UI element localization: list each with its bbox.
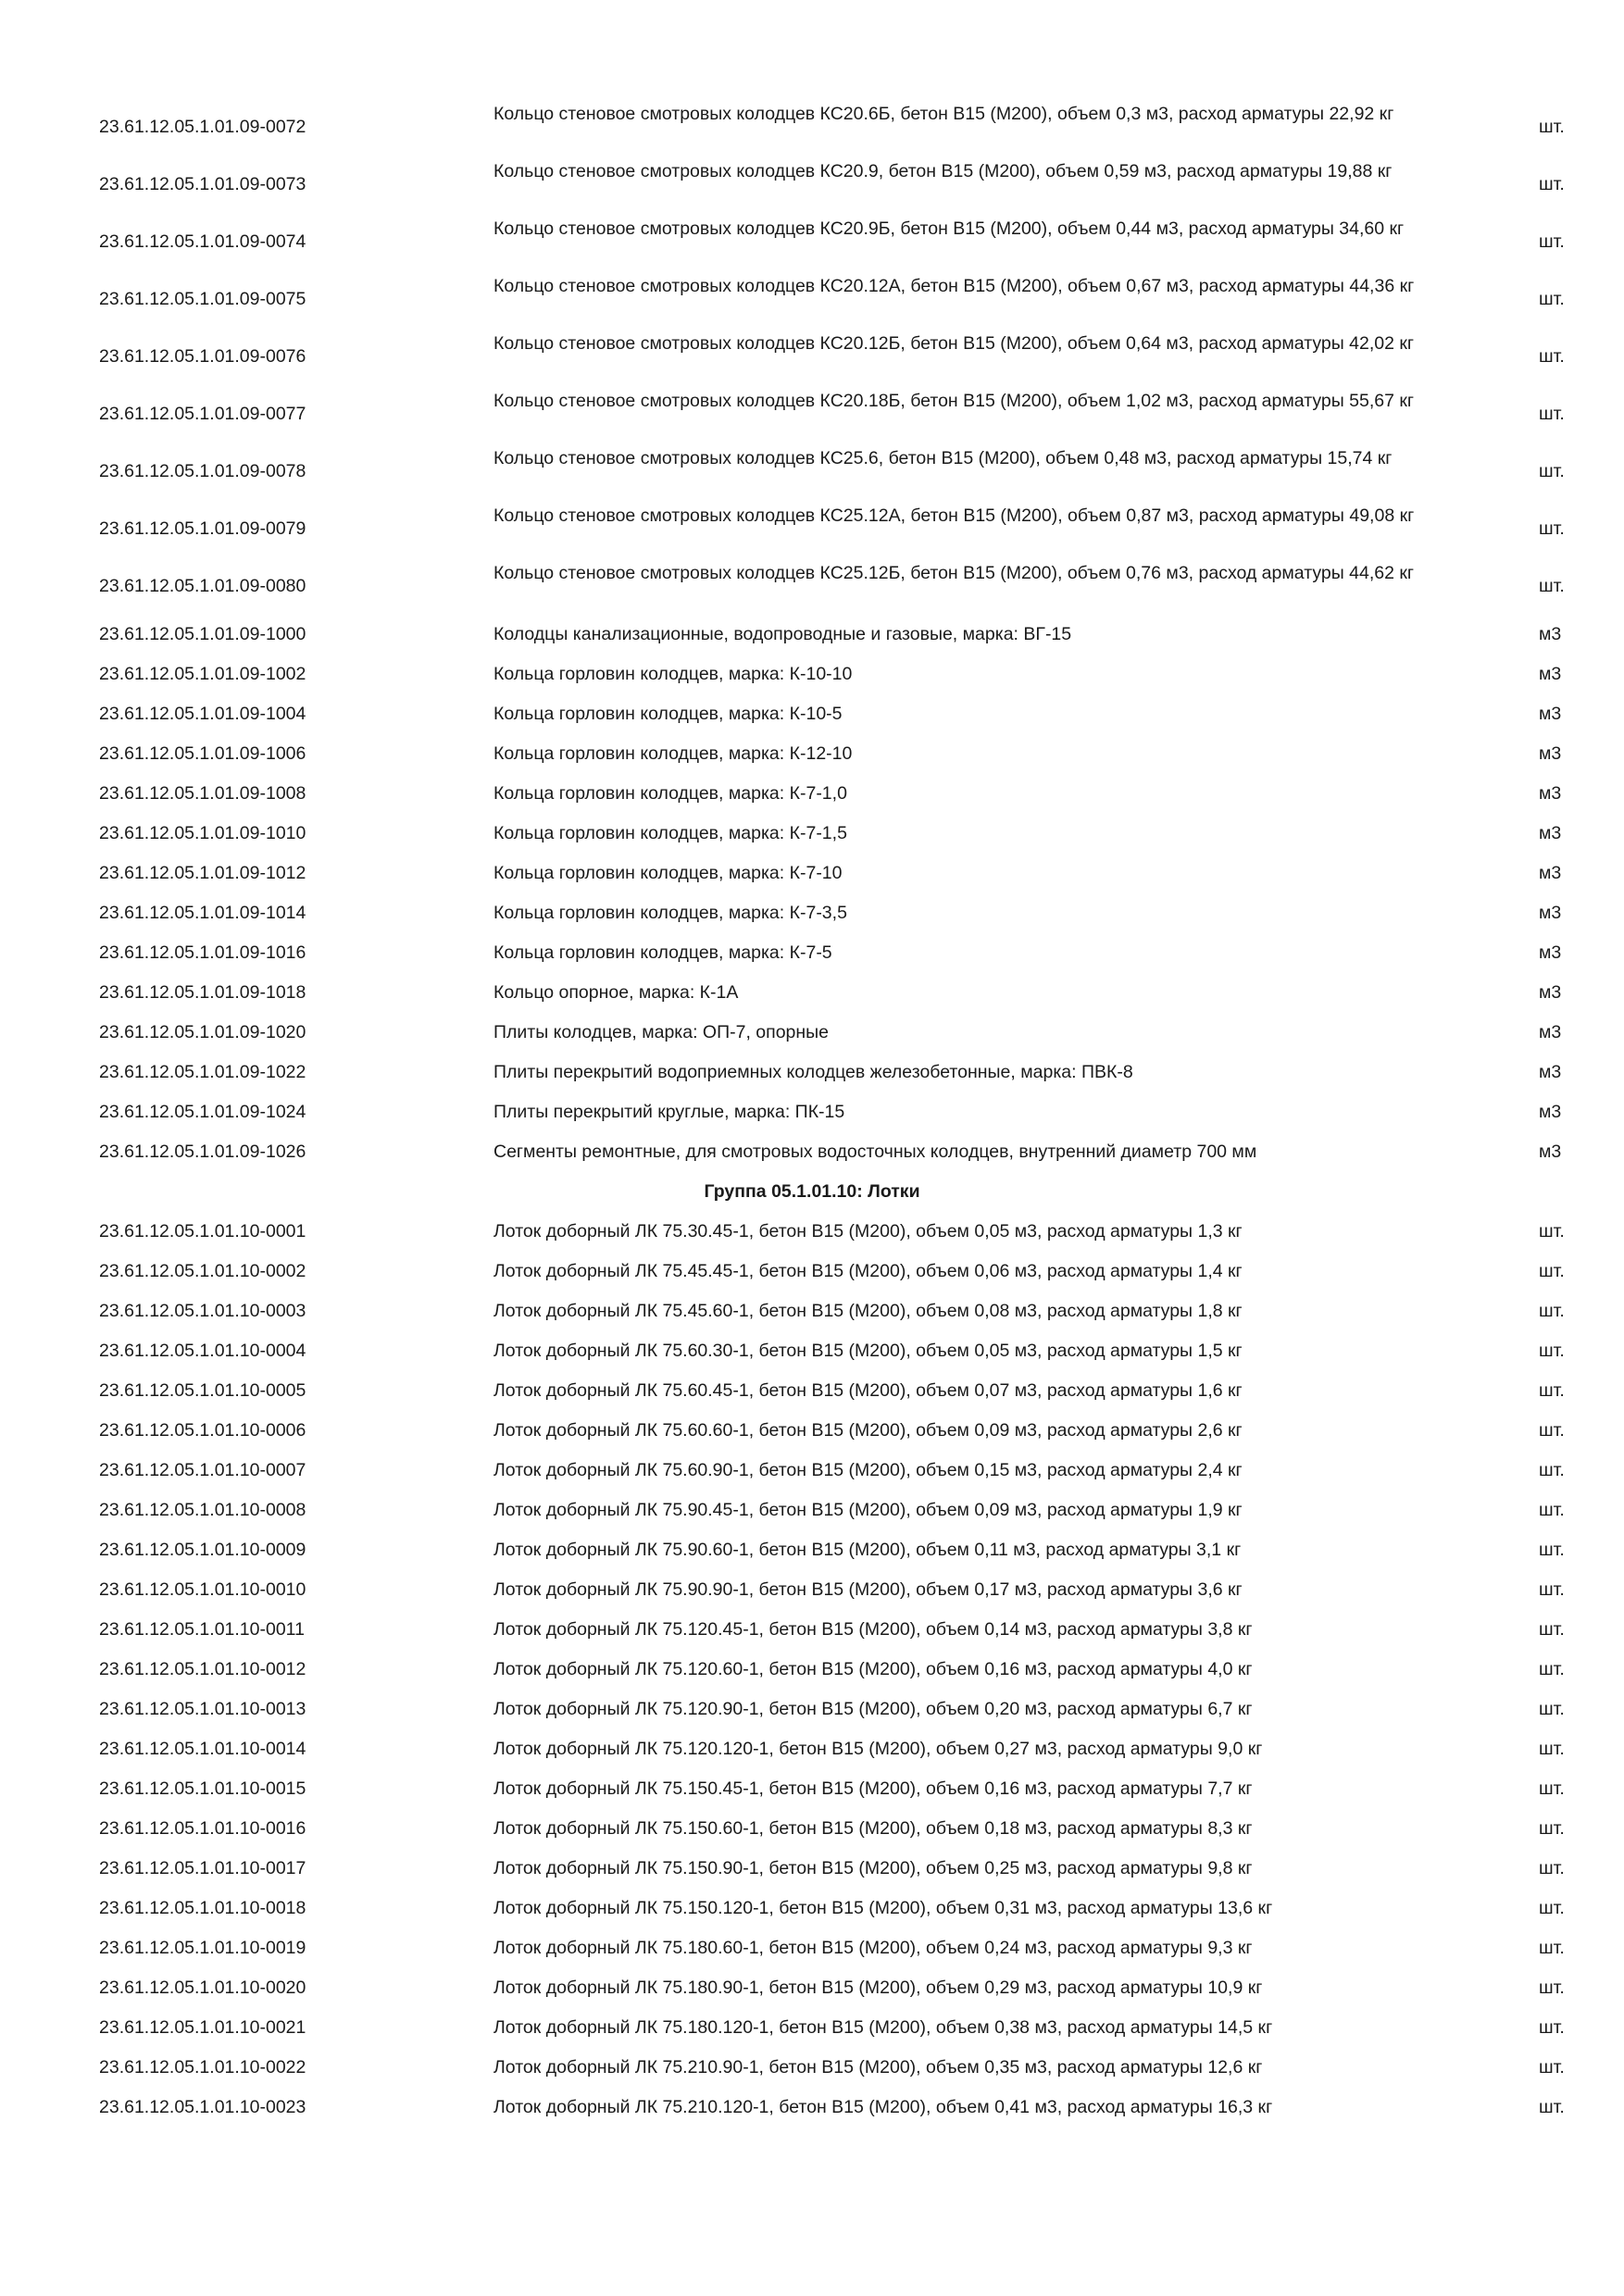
resource-name: Лоток доборный ЛК 75.30.45-1, бетон В15 (М200), объем 0,05 м3, расход арматуры 1,3 кг bbox=[493, 1221, 1243, 1242]
unit-of-measure: шт. bbox=[1539, 2097, 1565, 2117]
unit-of-measure: шт. bbox=[1539, 1659, 1565, 1679]
resource-name: Лоток доборный ЛК 75.120.90-1, бетон В15 (М200), объем 0,20 м3, расход арматуры 6,7 кг bbox=[493, 1699, 1253, 1719]
table-row bbox=[0, 615, 1624, 655]
table-row bbox=[0, 893, 1624, 933]
unit-of-measure: шт. bbox=[1539, 2017, 1565, 2038]
unit-of-measure: шт. bbox=[1539, 404, 1565, 424]
resource-name: Лоток доборный ЛК 75.120.60-1, бетон В15 (М200), объем 0,16 м3, расход арматуры 4,0 кг bbox=[493, 1659, 1253, 1679]
resource-name: Кольца горловин колодцев, марка: К-7-1,5 bbox=[493, 823, 847, 843]
table-row bbox=[0, 1331, 1624, 1371]
resource-name: Лоток доборный ЛК 75.150.90-1, бетон В15 (М200), объем 0,25 м3, расход арматуры 9,8 кг bbox=[493, 1858, 1253, 1878]
resource-code: 23.61.12.05.1.01.10-0021 bbox=[99, 2017, 306, 2038]
resource-code: 23.61.12.05.1.01.10-0019 bbox=[99, 1938, 306, 1958]
unit-of-measure: шт. bbox=[1539, 1380, 1565, 1401]
table-row bbox=[0, 98, 1624, 156]
resource-name: Плиты перекрытий круглые, марка: ПК-15 bbox=[493, 1102, 845, 1122]
resource-code: 23.61.12.05.1.01.09-1000 bbox=[99, 624, 306, 644]
resource-code: 23.61.12.05.1.01.09-1010 bbox=[99, 823, 306, 843]
table-row bbox=[0, 1570, 1624, 1610]
resource-name: Лоток доборный ЛК 75.90.90-1, бетон В15 (М200), объем 0,17 м3, расход арматуры 3,6 кг bbox=[493, 1579, 1243, 1600]
resource-name: Колодцы канализационные, водопроводные и газовые, марка: ВГ-15 bbox=[493, 624, 1072, 644]
unit-of-measure: м3 bbox=[1539, 704, 1562, 724]
resource-code: 23.61.12.05.1.01.09-1026 bbox=[99, 1142, 306, 1162]
resource-name: Лоток доборный ЛК 75.90.45-1, бетон В15 (М200), объем 0,09 м3, расход арматуры 1,9 кг bbox=[493, 1500, 1243, 1520]
unit-of-measure: шт. bbox=[1539, 1699, 1565, 1719]
table-row bbox=[0, 1092, 1624, 1132]
price-table bbox=[0, 98, 1624, 2128]
resource-name: Лоток доборный ЛК 75.150.45-1, бетон В15 (М200), объем 0,16 м3, расход арматуры 7,7 кг bbox=[493, 1778, 1253, 1799]
table-row bbox=[0, 1013, 1624, 1053]
resource-code: 23.61.12.05.1.01.09-1004 bbox=[99, 704, 306, 724]
unit-of-measure: шт. bbox=[1539, 1619, 1565, 1640]
resource-code: 23.61.12.05.1.01.09-0077 bbox=[99, 404, 306, 424]
table-row bbox=[0, 1371, 1624, 1411]
resource-code: 23.61.12.05.1.01.10-0005 bbox=[99, 1380, 306, 1401]
resource-code: 23.61.12.05.1.01.10-0012 bbox=[99, 1659, 306, 1679]
resource-code: 23.61.12.05.1.01.10-0020 bbox=[99, 1978, 306, 1998]
resource-code: 23.61.12.05.1.01.10-0002 bbox=[99, 1261, 306, 1281]
unit-of-measure: м3 bbox=[1539, 1102, 1562, 1122]
table-row bbox=[0, 774, 1624, 814]
table-row bbox=[0, 1132, 1624, 1172]
table-row bbox=[0, 1928, 1624, 1968]
resource-code: 23.61.12.05.1.01.09-0075 bbox=[99, 289, 306, 309]
unit-of-measure: шт. bbox=[1539, 1500, 1565, 1520]
resource-name: Кольцо стеновое смотровых колодцев КС25.6, бетон В15 (М200), объем 0,48 м3, расход арматуры 15,74 кг bbox=[493, 448, 1393, 468]
resource-code: 23.61.12.05.1.01.10-0016 bbox=[99, 1818, 306, 1839]
unit-of-measure: шт. bbox=[1539, 1818, 1565, 1839]
resource-code: 23.61.12.05.1.01.09-1008 bbox=[99, 783, 306, 804]
unit-of-measure: шт. bbox=[1539, 1898, 1565, 1918]
resource-code: 23.61.12.05.1.01.09-0072 bbox=[99, 117, 306, 137]
resource-code: 23.61.12.05.1.01.09-0078 bbox=[99, 461, 306, 481]
resource-name: Лоток доборный ЛК 75.180.90-1, бетон В15 (М200), объем 0,29 м3, расход арматуры 10,9 кг bbox=[493, 1978, 1263, 1998]
table-row bbox=[0, 500, 1624, 557]
unit-of-measure: шт. bbox=[1539, 1978, 1565, 1998]
table-row bbox=[0, 1530, 1624, 1570]
unit-of-measure: м3 bbox=[1539, 664, 1562, 684]
resource-name: Кольцо стеновое смотровых колодцев КС25.12А, бетон В15 (М200), объем 0,87 м3, расход арматуры 49,08 кг bbox=[493, 505, 1415, 526]
resource-code: 23.61.12.05.1.01.09-1020 bbox=[99, 1022, 306, 1042]
unit-of-measure: шт. bbox=[1539, 1261, 1565, 1281]
resource-name: Лоток доборный ЛК 75.210.90-1, бетон В15 (М200), объем 0,35 м3, расход арматуры 12,6 кг bbox=[493, 2057, 1263, 2078]
resource-name: Кольцо стеновое смотровых колодцев КС25.12Б, бетон В15 (М200), объем 0,76 м3, расход арматуры 44,62 кг bbox=[493, 563, 1415, 583]
resource-code: 23.61.12.05.1.01.09-0074 bbox=[99, 231, 306, 252]
unit-of-measure: шт. bbox=[1539, 174, 1565, 194]
resource-name: Лоток доборный ЛК 75.150.60-1, бетон В15 (М200), объем 0,18 м3, расход арматуры 8,3 кг bbox=[493, 1818, 1253, 1839]
resource-code: 23.61.12.05.1.01.09-1018 bbox=[99, 982, 306, 1003]
resource-name: Кольца горловин колодцев, марка: К-10-5 bbox=[493, 704, 843, 724]
unit-of-measure: шт. bbox=[1539, 1579, 1565, 1600]
table-row bbox=[0, 2088, 1624, 2128]
table-row bbox=[0, 1252, 1624, 1292]
table-row bbox=[0, 1411, 1624, 1451]
table-row bbox=[0, 1809, 1624, 1849]
table-row bbox=[0, 328, 1624, 385]
unit-of-measure: шт. bbox=[1539, 1221, 1565, 1242]
unit-of-measure: шт. bbox=[1539, 1739, 1565, 1759]
resource-code: 23.61.12.05.1.01.10-0003 bbox=[99, 1301, 306, 1321]
resource-name: Лоток доборный ЛК 75.60.60-1, бетон В15 (М200), объем 0,09 м3, расход арматуры 2,6 кг bbox=[493, 1420, 1243, 1441]
resource-code: 23.61.12.05.1.01.10-0001 bbox=[99, 1221, 306, 1242]
table-row bbox=[0, 270, 1624, 328]
resource-name: Кольца горловин колодцев, марка: К-7-5 bbox=[493, 942, 832, 963]
unit-of-measure: м3 bbox=[1539, 1142, 1562, 1162]
resource-code: 23.61.12.05.1.01.09-1012 bbox=[99, 863, 306, 883]
unit-of-measure: шт. bbox=[1539, 1858, 1565, 1878]
resource-name: Кольца горловин колодцев, марка: К-10-10 bbox=[493, 664, 853, 684]
unit-of-measure: шт. bbox=[1539, 1460, 1565, 1480]
unit-of-measure: м3 bbox=[1539, 982, 1562, 1003]
unit-of-measure: шт. bbox=[1539, 1301, 1565, 1321]
resource-name: Кольца горловин колодцев, марка: К-7-3,5 bbox=[493, 903, 847, 923]
unit-of-measure: шт. bbox=[1539, 117, 1565, 137]
table-row bbox=[0, 1491, 1624, 1530]
unit-of-measure: шт. bbox=[1539, 1420, 1565, 1441]
table-row bbox=[0, 557, 1624, 615]
resource-name: Кольцо опорное, марка: К-1А bbox=[493, 982, 739, 1003]
resource-name: Плиты перекрытий водоприемных колодцев железобетонные, марка: ПВК-8 bbox=[493, 1062, 1133, 1082]
resource-name: Лоток доборный ЛК 75.45.45-1, бетон В15 (М200), объем 0,06 м3, расход арматуры 1,4 кг bbox=[493, 1261, 1243, 1281]
table-row bbox=[0, 1690, 1624, 1729]
resource-code: 23.61.12.05.1.01.10-0010 bbox=[99, 1579, 306, 1600]
unit-of-measure: шт. bbox=[1539, 2057, 1565, 2078]
resource-code: 23.61.12.05.1.01.10-0023 bbox=[99, 2097, 306, 2117]
table-row bbox=[0, 1650, 1624, 1690]
unit-of-measure: м3 bbox=[1539, 624, 1562, 644]
resource-name: Кольцо стеновое смотровых колодцев КС20.6Б, бетон В15 (М200), объем 0,3 м3, расход арматуры 22,92 кг bbox=[493, 104, 1394, 124]
resource-code: 23.61.12.05.1.01.10-0004 bbox=[99, 1341, 306, 1361]
resource-code: 23.61.12.05.1.01.10-0022 bbox=[99, 2057, 306, 2078]
resource-code: 23.61.12.05.1.01.09-0073 bbox=[99, 174, 306, 194]
unit-of-measure: шт. bbox=[1539, 518, 1565, 539]
resource-name: Кольца горловин колодцев, марка: К-7-1,0 bbox=[493, 783, 847, 804]
resource-code: 23.61.12.05.1.01.09-1016 bbox=[99, 942, 306, 963]
resource-name: Лоток доборный ЛК 75.90.60-1, бетон В15 (М200), объем 0,11 м3, расход арматуры 3,1 кг bbox=[493, 1540, 1242, 1560]
table-row bbox=[0, 655, 1624, 694]
unit-of-measure: шт. bbox=[1539, 576, 1565, 596]
group-header bbox=[0, 1172, 1624, 1212]
unit-of-measure: шт. bbox=[1539, 1778, 1565, 1799]
unit-of-measure: м3 bbox=[1539, 942, 1562, 963]
resource-code: 23.61.12.05.1.01.10-0011 bbox=[99, 1619, 305, 1640]
table-row bbox=[0, 933, 1624, 973]
unit-of-measure: м3 bbox=[1539, 743, 1562, 764]
table-row bbox=[0, 1889, 1624, 1928]
resource-name: Кольца горловин колодцев, марка: К-12-10 bbox=[493, 743, 853, 764]
unit-of-measure: м3 bbox=[1539, 823, 1562, 843]
unit-of-measure: шт. bbox=[1539, 231, 1565, 252]
table-row bbox=[0, 443, 1624, 500]
resource-code: 23.61.12.05.1.01.09-1022 bbox=[99, 1062, 306, 1082]
resource-name: Кольцо стеновое смотровых колодцев КС20.12А, бетон В15 (М200), объем 0,67 м3, расход арматуры 44,36 кг bbox=[493, 276, 1415, 296]
resource-code: 23.61.12.05.1.01.10-0015 bbox=[99, 1778, 306, 1799]
unit-of-measure: шт. bbox=[1539, 289, 1565, 309]
unit-of-measure: м3 bbox=[1539, 1022, 1562, 1042]
resource-name: Плиты колодцев, марка: ОП-7, опорные bbox=[493, 1022, 830, 1042]
resource-code: 23.61.12.05.1.01.10-0007 bbox=[99, 1460, 306, 1480]
resource-code: 23.61.12.05.1.01.10-0006 bbox=[99, 1420, 306, 1441]
resource-name: Лоток доборный ЛК 75.60.45-1, бетон В15 (М200), объем 0,07 м3, расход арматуры 1,6 кг bbox=[493, 1380, 1243, 1401]
table-row bbox=[0, 2008, 1624, 2048]
resource-code: 23.61.12.05.1.01.10-0018 bbox=[99, 1898, 306, 1918]
table-row bbox=[0, 1610, 1624, 1650]
table-row bbox=[0, 1849, 1624, 1889]
unit-of-measure: шт. bbox=[1539, 1540, 1565, 1560]
resource-name: Кольцо стеновое смотровых колодцев КС20.12Б, бетон В15 (М200), объем 0,64 м3, расход арматуры 42,02 кг bbox=[493, 333, 1415, 354]
table-row bbox=[0, 1451, 1624, 1491]
table-row bbox=[0, 734, 1624, 774]
unit-of-measure: шт. bbox=[1539, 461, 1565, 481]
resource-code: 23.61.12.05.1.01.09-1006 bbox=[99, 743, 306, 764]
resource-code: 23.61.12.05.1.01.10-0009 bbox=[99, 1540, 306, 1560]
table-row bbox=[0, 1769, 1624, 1809]
resource-code: 23.61.12.05.1.01.09-1024 bbox=[99, 1102, 306, 1122]
table-row bbox=[0, 1292, 1624, 1331]
table-row bbox=[0, 1968, 1624, 2008]
table-row bbox=[0, 814, 1624, 854]
unit-of-measure: шт. bbox=[1539, 1341, 1565, 1361]
resource-name: Лоток доборный ЛК 75.120.45-1, бетон В15 (М200), объем 0,14 м3, расход арматуры 3,8 кг bbox=[493, 1619, 1253, 1640]
resource-name: Лоток доборный ЛК 75.180.120-1, бетон В15 (М200), объем 0,38 м3, расход арматуры 14,5 кг bbox=[493, 2017, 1273, 2038]
table-row bbox=[0, 213, 1624, 270]
group-title: Группа 05.1.01.10: Лотки bbox=[704, 1181, 920, 1202]
resource-code: 23.61.12.05.1.01.09-1014 bbox=[99, 903, 306, 923]
unit-of-measure: шт. bbox=[1539, 1938, 1565, 1958]
resource-name: Лоток доборный ЛК 75.120.120-1, бетон В15 (М200), объем 0,27 м3, расход арматуры 9,0 кг bbox=[493, 1739, 1263, 1759]
resource-name: Лоток доборный ЛК 75.180.60-1, бетон В15 (М200), объем 0,24 м3, расход арматуры 9,3 кг bbox=[493, 1938, 1253, 1958]
resource-code: 23.61.12.05.1.01.10-0014 bbox=[99, 1739, 306, 1759]
table-row bbox=[0, 156, 1624, 213]
resource-name: Лоток доборный ЛК 75.45.60-1, бетон В15 (М200), объем 0,08 м3, расход арматуры 1,8 кг bbox=[493, 1301, 1243, 1321]
table-row bbox=[0, 1053, 1624, 1092]
resource-name: Кольцо стеновое смотровых колодцев КС20.9, бетон В15 (М200), объем 0,59 м3, расход арматуры 19,88 кг bbox=[493, 161, 1393, 181]
resource-name: Кольцо стеновое смотровых колодцев КС20.18Б, бетон В15 (М200), объем 1,02 м3, расход арматуры 55,67 кг bbox=[493, 391, 1415, 411]
table-row bbox=[0, 1212, 1624, 1252]
resource-code: 23.61.12.05.1.01.09-0076 bbox=[99, 346, 306, 367]
resource-name: Лоток доборный ЛК 75.150.120-1, бетон В15 (М200), объем 0,31 м3, расход арматуры 13,6 кг bbox=[493, 1898, 1273, 1918]
resource-code: 23.61.12.05.1.01.09-1002 bbox=[99, 664, 306, 684]
resource-name: Кольца горловин колодцев, марка: К-7-10 bbox=[493, 863, 843, 883]
resource-name: Лоток доборный ЛК 75.60.30-1, бетон В15 (М200), объем 0,05 м3, расход арматуры 1,5 кг bbox=[493, 1341, 1243, 1361]
resource-code: 23.61.12.05.1.01.10-0008 bbox=[99, 1500, 306, 1520]
resource-code: 23.61.12.05.1.01.10-0017 bbox=[99, 1858, 306, 1878]
resource-name: Сегменты ремонтные, для смотровых водосточных колодцев, внутренний диаметр 700 мм bbox=[493, 1142, 1257, 1162]
unit-of-measure: м3 bbox=[1539, 863, 1562, 883]
table-row bbox=[0, 2048, 1624, 2088]
table-row bbox=[0, 854, 1624, 893]
resource-code: 23.61.12.05.1.01.09-0080 bbox=[99, 576, 306, 596]
resource-name: Лоток доборный ЛК 75.210.120-1, бетон В15 (М200), объем 0,41 м3, расход арматуры 16,3 кг bbox=[493, 2097, 1273, 2117]
resource-name: Кольцо стеновое смотровых колодцев КС20.9Б, бетон В15 (М200), объем 0,44 м3, расход арматуры 34,60 кг bbox=[493, 218, 1405, 239]
resource-name: Лоток доборный ЛК 75.60.90-1, бетон В15 (М200), объем 0,15 м3, расход арматуры 2,4 кг bbox=[493, 1460, 1243, 1480]
table-row bbox=[0, 694, 1624, 734]
resource-code: 23.61.12.05.1.01.10-0013 bbox=[99, 1699, 306, 1719]
table-row bbox=[0, 1729, 1624, 1769]
table-row bbox=[0, 385, 1624, 443]
unit-of-measure: м3 bbox=[1539, 1062, 1562, 1082]
table-row bbox=[0, 973, 1624, 1013]
resource-code: 23.61.12.05.1.01.09-0079 bbox=[99, 518, 306, 539]
unit-of-measure: м3 bbox=[1539, 903, 1562, 923]
unit-of-measure: шт. bbox=[1539, 346, 1565, 367]
unit-of-measure: м3 bbox=[1539, 783, 1562, 804]
